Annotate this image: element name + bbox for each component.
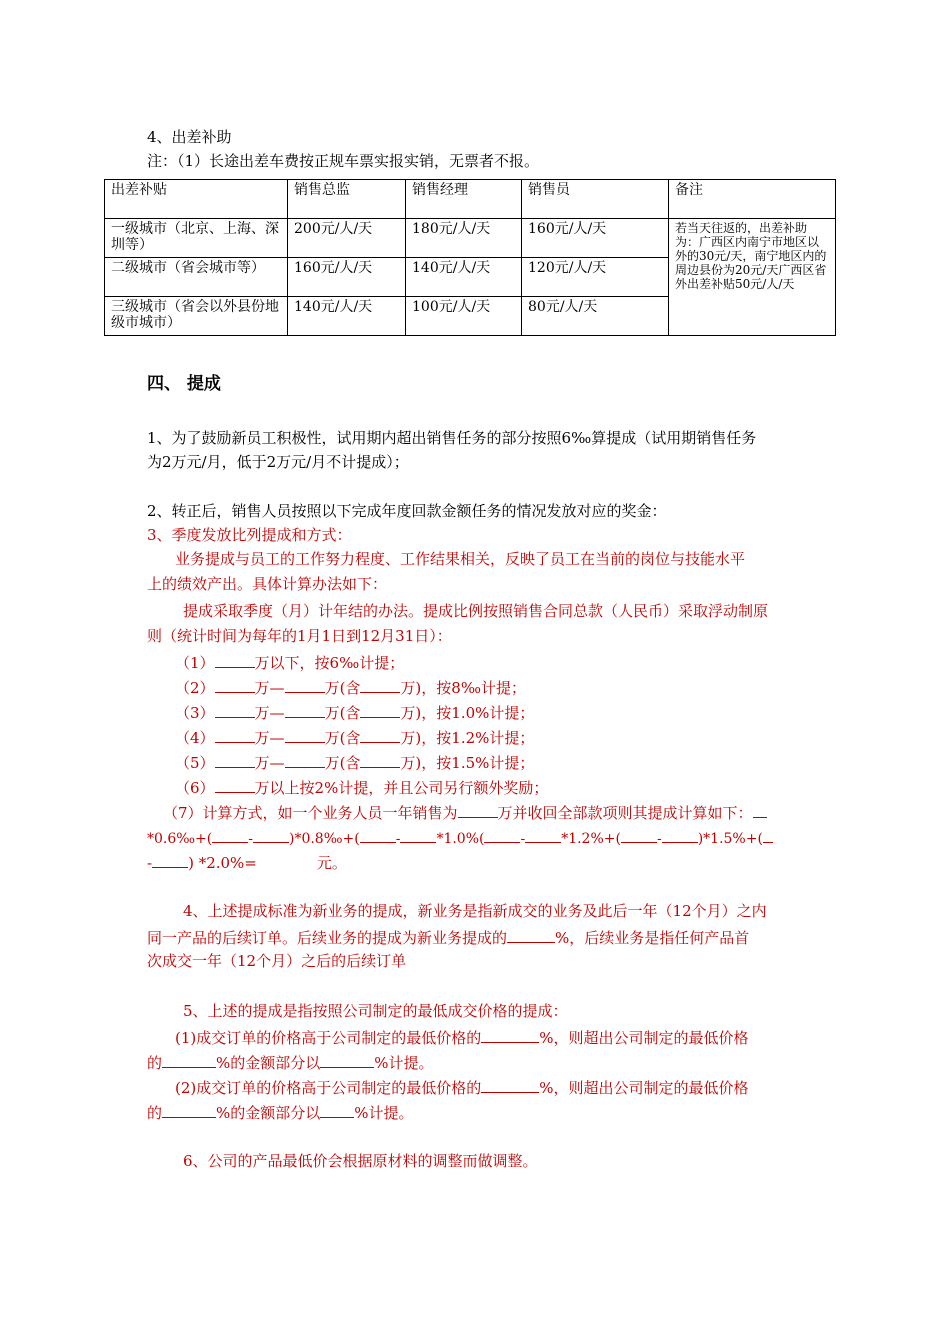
tier-2: （2） 万— 万(含 万)，按8‰计提； bbox=[175, 676, 526, 698]
table-header: 销售经理 bbox=[406, 180, 522, 219]
calc-line3: - ) *2.0%= 元。 bbox=[147, 851, 347, 873]
table-cell: 三级城市（省会以外县份地级市城市） bbox=[105, 297, 288, 336]
allowance-heading: 4、出差补助 bbox=[147, 128, 232, 146]
p4-line1: 4、上述提成标准为新业务的提成，新业务是指新成交的业务及此后一年（12个月）之内 bbox=[183, 902, 767, 920]
tier-3: （3） 万— 万(含 万)，按1.0%计提； bbox=[175, 701, 534, 723]
p4-line2: 同一产品的后续订单。后续业务的提成为新业务提成的 %，后续业务是指任何产品首 bbox=[147, 926, 749, 948]
calc-line1: （7）计算方式，如一个业务人员一年销售为 万并收回全部款项则其提成计算如下： bbox=[163, 801, 767, 823]
p3-line1: 业务提成与员工的工作努力程度、工作结果相关，反映了员工在当前的岗位与技能水平 bbox=[175, 550, 746, 568]
p1-line1: 1、为了鼓励新员工积极性，试用期内超出销售任务的部分按照6‰算提成（试用期销售任务 bbox=[147, 429, 757, 447]
p3-line4: 则（统计时间为每年的1月1日到12月31日）： bbox=[147, 627, 452, 645]
p5-1-line2: 的 %的金额部分以 %计提。 bbox=[147, 1051, 434, 1073]
table-cell: 100元/人/天 bbox=[406, 297, 522, 336]
table-cell: 120元/人/天 bbox=[522, 258, 669, 297]
tier-4: （4） 万— 万(含 万)，按1.2%计提； bbox=[175, 726, 534, 748]
table-cell: 80元/人/天 bbox=[522, 297, 669, 336]
table-header: 备注 bbox=[669, 180, 836, 219]
tier-5: （5） 万— 万(含 万)，按1.5%计提； bbox=[175, 751, 534, 773]
commission-heading: 四、 提成 bbox=[147, 374, 221, 394]
p4-line3: 次成交一年（12个月）之后的后续订单 bbox=[147, 952, 407, 970]
table-cell: 140元/人/天 bbox=[288, 297, 406, 336]
p5-2-line1: (2)成交订单的价格高于公司制定的最低价格的 %，则超出公司制定的最低价格 bbox=[175, 1076, 749, 1098]
p5-2-line2: 的 %的金额部分以 %计提。 bbox=[147, 1101, 414, 1123]
table-header: 出差补贴 bbox=[105, 180, 288, 219]
table-cell: 140元/人/天 bbox=[406, 258, 522, 297]
p3-line3: 提成采取季度（月）计年结的办法。提成比例按照销售合同总款（人民币）采取浮动制原 bbox=[183, 602, 769, 620]
p6: 6、公司的产品最低价会根据原材料的调整而做调整。 bbox=[183, 1152, 538, 1170]
allowance-table bbox=[104, 179, 836, 336]
calc-line2: *0.6‰+( - )*0.8‰+( - *1.0%( - *1.2%+( - )*1.5%+( bbox=[147, 826, 773, 849]
table-row bbox=[105, 219, 836, 258]
p2: 2、转正后，销售人员按照以下完成年度回款金额任务的情况发放对应的奖金： bbox=[147, 502, 667, 520]
p5-title: 5、上述的提成是指按照公司制定的最低成交价格的提成： bbox=[183, 1002, 568, 1020]
table-remark-cell: 若当天往返的，出差补助为：广西区内南宁市地区以外的30元/天，南宁地区内的周边县份为20元/天广西区省外出差补贴50元/人/天 bbox=[669, 219, 836, 336]
table-header: 销售员 bbox=[522, 180, 669, 219]
tier-1: （1） 万以下，按6‰计提； bbox=[175, 651, 404, 673]
p3-title: 3、季度发放比列提成和方式： bbox=[147, 526, 352, 544]
table-header: 销售总监 bbox=[288, 180, 406, 219]
p3-line2: 上的绩效产出。具体计算办法如下： bbox=[147, 575, 388, 593]
tier-6: （6） 万以上按2%计提，并且公司另行额外奖励； bbox=[175, 776, 548, 798]
table-cell: 160元/人/天 bbox=[288, 258, 406, 297]
table-cell: 160元/人/天 bbox=[522, 219, 669, 258]
table-cell: 180元/人/天 bbox=[406, 219, 522, 258]
table-cell: 一级城市（北京、上海、深圳等） bbox=[105, 219, 288, 258]
table-cell: 二级城市（省会城市等） bbox=[105, 258, 288, 297]
p5-1-line1: (1)成交订单的价格高于公司制定的最低价格的 %，则超出公司制定的最低价格 bbox=[175, 1026, 749, 1048]
table-header-row bbox=[105, 180, 836, 219]
p1-line2: 为2万元/月，低于2万元/月不计提成）； bbox=[147, 453, 409, 471]
allowance-note: 注：（1）长途出差车费按正规车票实报实销，无票者不报。 bbox=[147, 152, 540, 170]
table-cell: 200元/人/天 bbox=[288, 219, 406, 258]
